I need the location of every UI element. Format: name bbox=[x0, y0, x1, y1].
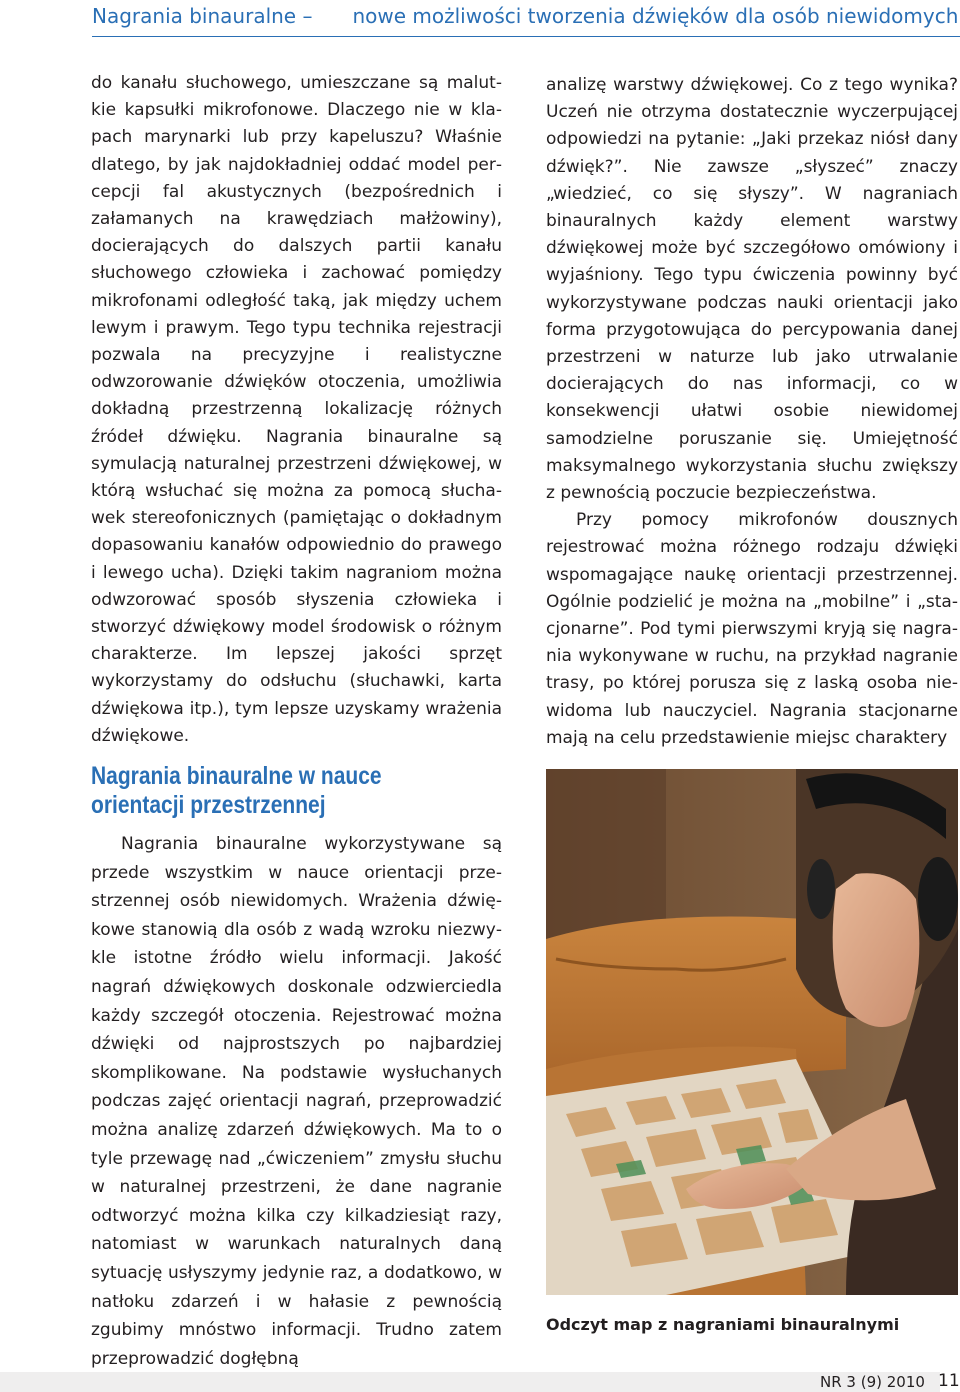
column-left-bottom bbox=[91, 830, 502, 1373]
body-paragraph: Przy pomocy mikrofonów dousznych rejestrować można różnego rodzaju dźwięki wspomagające naukę orientacji przestrzennej. Ogólnie podzielić je można na „mobilne” i „stacjonarne”. Pod tymi pierwszymi kryją się nagrania wykonywane w ruchu, na przykład nagranie trasy, po której porusza się z laską osoba niewidoma lub nauczyciel. Nagrania stacjonarne mają na celu przedstawienie miejsc charaktery bbox=[546, 510, 958, 748]
section-heading bbox=[91, 762, 436, 820]
photo-illustration bbox=[546, 769, 958, 1295]
footer-issue-number: NR 3 (9) 2010 bbox=[820, 1373, 925, 1391]
running-header bbox=[92, 2, 960, 38]
photo-girl-reading-tactile-map bbox=[546, 769, 958, 1295]
body-paragraph: do kanału słuchowego, umieszczane są malutkie kapsułki mikrofonowe. Dlaczego nie w klapach marynarki lub przy kapeluszu? Właśnie dlatego, by jak najdokładniej oddać model percepcji fal akustycznych (bezpośrednich i załamanych na krawędziach małżowiny), docierających do dalszych partii kanału słuchowego człowieka i zachować pomiędzy mikrofonami odległość taką, jak między uchem lewym i prawym. Tego typu technika rejestracji pozwala na precyzyjne i realistyczne odwzorowanie dźwięków otoczenia, umożliwia dokładną przestrzenną lokalizację różnych źródeł dźwięku. Nagrania binauralne są symulacją naturalnej przestrzeni dźwiękowej, w którą wsłuchać się można za pomocą słuchawek stereofonicznych (pamiętając o dokładnym dopasowaniu kanałów odpowiednio do prawego i lewego ucha). Dzięki takim nagraniom można odwzorować sposób słyszenia człowieka i stworzyć dźwiękowy model środowisk o różnym charakterze. Im lepszej jakości sprzęt wykorzystamy do odsłuchu (słuchawki, karta dźwiękowa itp.), tym lepsze uzyskamy wrażenia dźwiękowe. bbox=[91, 73, 502, 746]
body-paragraph: Nagrania binauralne wykorzystywane są przede wszystkim w nauce orientacji przestrzennej osób niewidomych. Wrażenia dźwiękowe stanowią dla osób z wadą wzroku niezwykle istotne źródło wielu informacji. Jakość nagrań dźwiękowych doskonale odzwierciedla każdy szczegół otoczenia. Rejestrować można dźwięki od najprostszych po najbardziej skomplikowane. Na podstawie wysłuchanych podczas zajęć orientacji nagrań, przeprowadzić można analizę zdarzeń dźwiękowych. Ma to o tyle przewagę nad „ćwiczeniem” zmysłu słuchu w naturalnej przestrzeni, że dane nagranie odtworzyć można kilka czy kilkadziesiąt razy, natomiast w warunkach naturalnych daną sytuację usłyszymy jedynie raz, a dodatkowo, w natłoku zdarzeń i w hałasie z pewnością zgubimy mnóstwo informacji. Trudno zatem przeprowadzić dogłębną bbox=[91, 834, 502, 1369]
header-title-right: nowe możliwości tworzenia dźwięków dla osób niewidomych bbox=[352, 4, 959, 28]
column-left-top bbox=[91, 70, 502, 750]
section-heading-line2: orientacji przestrzennej bbox=[91, 791, 326, 819]
footer-bar bbox=[0, 1372, 940, 1392]
column-right bbox=[546, 72, 958, 752]
section-heading-line1: Nagrania binauralne w nauce bbox=[91, 762, 382, 790]
body-paragraph: analizę warstwy dźwiękowej. Co z tego wynika? Uczeń nie otrzyma dostatecznie wyczerpującej odpowiedzi na pytanie: „Jaki przekaz niósł dany dźwięk?”. Nie zawsze „słyszeć” znaczy „wiedzieć, co się słyszy”. W nagraniach binauralnych każdy element warstwy dźwiękowej może być szczegółowo omówiony i wyjaśniony. Tego typu ćwiczenia powinny być wykorzystywane podczas nauki orientacji jako forma przygotowująca do percypowania danej przestrzeni w naturze lub jako utrwalanie docierających do nas informacji, co w konsekwencji ułatwi osobie niewidomej samodzielne poruszanie się. Umiejętność maksymalnego wykorzystania słuchu zwiększy z pewnością poczucie bezpieczeństwa. bbox=[546, 75, 958, 504]
header-rule bbox=[92, 36, 960, 37]
header-title-left: Nagrania binauralne – bbox=[92, 4, 313, 28]
page-number: 11 bbox=[938, 1371, 960, 1391]
figure-caption: Odczyt map z nagraniami binauralnymi bbox=[546, 1315, 900, 1334]
